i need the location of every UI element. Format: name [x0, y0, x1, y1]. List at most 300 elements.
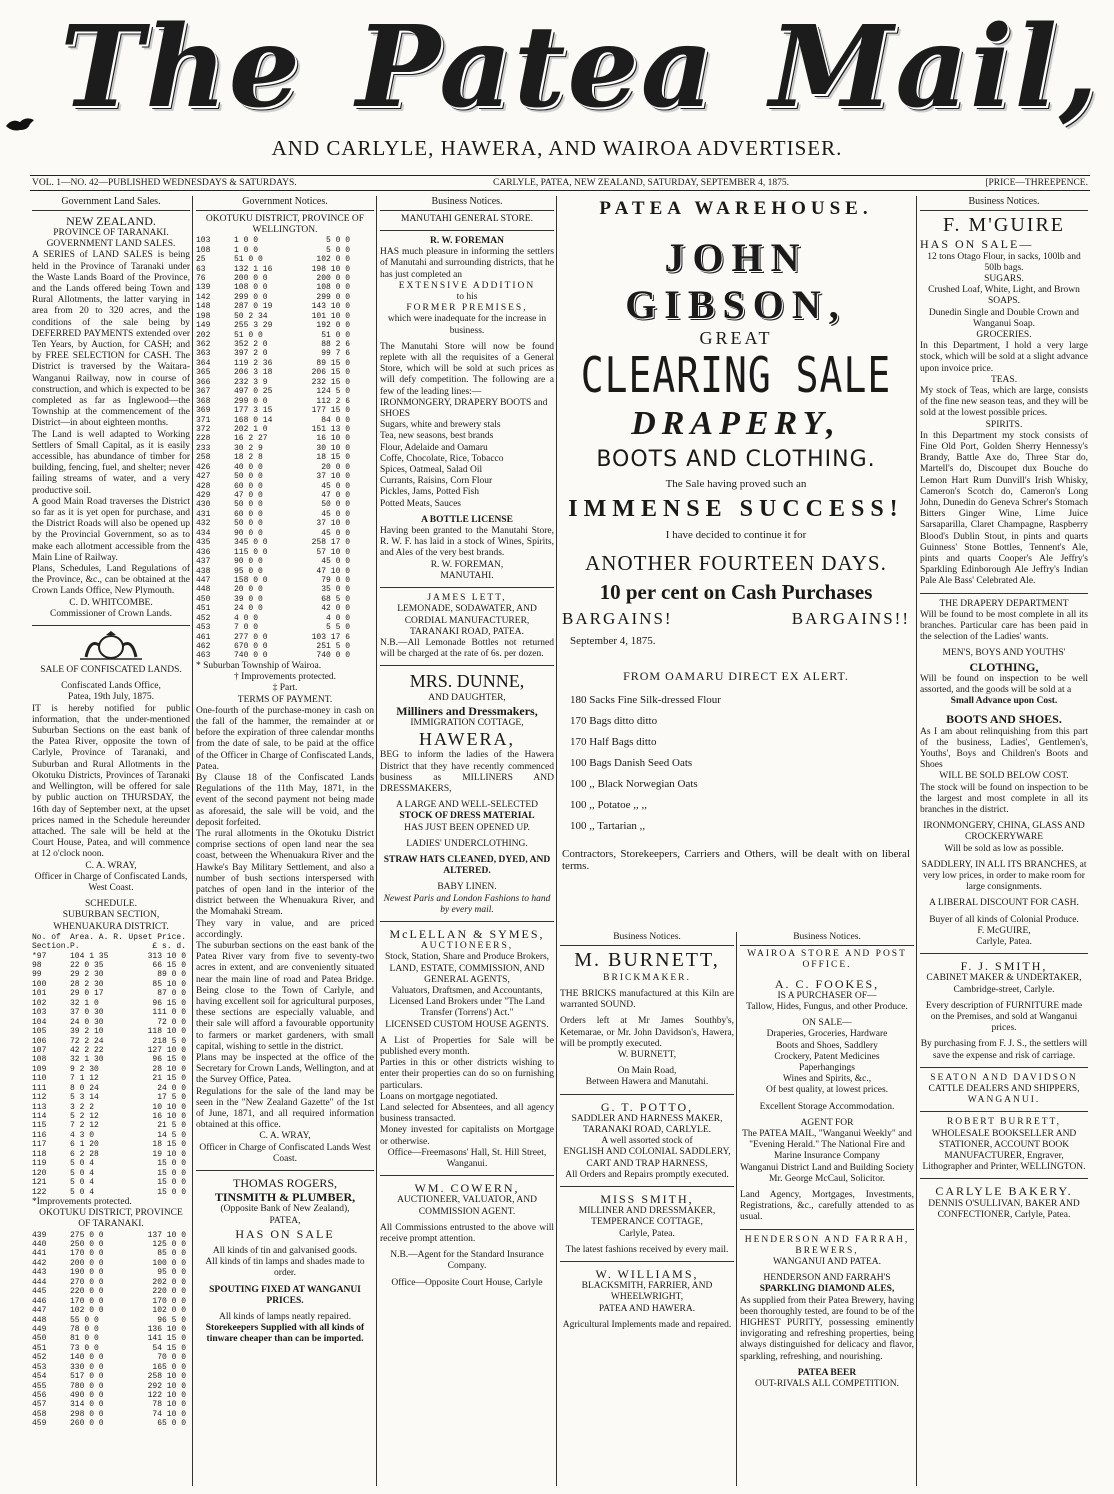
divider [920, 1178, 1088, 1179]
subtitle: AND CARLYLE, HAWERA, AND WAIROA ADVERTISER. [271, 136, 843, 160]
ad-trade: LEMONADE, SODAWATER, AND CORDIAL MANUFACTURER, [397, 604, 537, 626]
paragraph: Will be found to be most complete in all its branches. Particular care has been paid in the selection of the Ladies' wants. [920, 609, 1088, 643]
table-row [196, 633, 374, 642]
ad-trade: MILLINER AND DRESSMAKER, [578, 1206, 716, 1217]
table-cell: 39 0 0 [234, 594, 263, 604]
table-cell: 60 0 0 [234, 481, 263, 491]
heading-land-sales: GOVERNMENT LAND SALES. [46, 239, 176, 250]
ad-line: On Main Road, [617, 1066, 677, 1077]
table-row [32, 1231, 190, 1240]
column-heading: Business Notices. [740, 932, 914, 946]
list-item: Wines and Spirits, &c., [782, 1074, 872, 1085]
table-cell: 367 [196, 387, 211, 397]
table-cell: 78 0 0 [70, 1324, 99, 1334]
ad-line: EXTENSIVE ADDITION [398, 280, 536, 291]
royal-crest-icon [66, 631, 156, 661]
table-cell: 140 0 0 [70, 1353, 104, 1363]
list-item: Currants, Raisins, Corn Flour [380, 476, 493, 487]
table-cell: 111 0 0 [152, 1008, 186, 1018]
table-cell: 439 [32, 1230, 47, 1240]
table-cell: 96 15 0 [152, 998, 186, 1008]
table-cell: 114 [32, 1112, 47, 1122]
table-row [32, 1259, 190, 1268]
ad-name: W. WILLIAMS, [595, 1266, 699, 1281]
column-heading: Business Notices. [560, 932, 734, 946]
title-word-3: Mail, [769, 2, 1100, 133]
table-row [196, 538, 374, 547]
table-row [196, 557, 374, 566]
table-cell: 42 2 22 [70, 1045, 104, 1055]
table-row [32, 1334, 190, 1343]
ad-trade: BLACKSMITH, FARRIER, AND WHEELWRIGHT, [581, 1281, 713, 1303]
table-cell: 198 [196, 311, 211, 321]
table-cell: 352 2 0 [234, 340, 268, 350]
table-cell: 177 3 15 [234, 406, 273, 416]
table-cell: 330 0 0 [70, 1362, 104, 1372]
table-cell: 50 0 0 [234, 519, 263, 529]
table-cell: 5 3 14 [70, 1093, 99, 1103]
table-cell: 6 1 20 [70, 1140, 99, 1150]
paragraph: All Commissions entrusted to the above will receive prompt attention. [380, 1222, 554, 1244]
ad-trade: AUCTIONEERS, [420, 941, 514, 952]
list-item: 100 ,, Black Norwegian Oats [570, 778, 698, 790]
table-cell: 15 0 0 [157, 1159, 186, 1169]
table-row [32, 1169, 190, 1178]
ad-address: (Opposite Bank of New Zealand), [220, 1204, 350, 1215]
table-row [196, 585, 374, 594]
table-row [196, 246, 374, 255]
table-cell: 50 0 0 [234, 500, 263, 510]
table-cell: 206 15 0 [311, 368, 350, 378]
signature: R. W. FOREMAN, [430, 559, 504, 570]
table-cell: 105 [32, 1027, 47, 1037]
ad-subheading: SPIRITS. [985, 419, 1023, 430]
table-cell: 149 [196, 321, 211, 331]
table-cell: 28 2 30 [70, 979, 104, 989]
table-cell: 258 [196, 453, 211, 463]
table-cell: 85 10 0 [152, 979, 186, 989]
paragraph: One-fourth of the purchase-money in cash on the fall of the hammer, the remainder at or before the expiration of three calendar months from the date of sale, to be paid at the office of the Officer in Charge of Confiscated Lands, Patea. [196, 705, 374, 772]
footnote: ‡ Part. [272, 683, 298, 694]
table-cell: 95 0 0 [157, 1268, 186, 1278]
footnote: *Improvements protected. [32, 1196, 132, 1207]
table-cell: 102 0 0 [70, 1306, 104, 1316]
table-cell: 436 [196, 547, 211, 557]
table-cell: 5 0 0 [325, 245, 350, 255]
ad-line: Buyer of all kinds of Colonial Produce. [929, 914, 1079, 925]
table-cell: 25 [196, 255, 206, 265]
table-cell: 65 0 0 [157, 1419, 186, 1429]
paragraph: Money invested for capitalists on Mortgage or otherwise. [380, 1125, 554, 1147]
table-row [32, 999, 190, 1008]
volume-info: VOL. 1—NO. 42—PUBLISHED WEDNESDAYS & SATURDAYS. [32, 178, 297, 188]
divider [920, 593, 1088, 594]
table-cell: 202 1 0 [234, 424, 268, 434]
ad-line: Newest Paris and London Fashions to hand by every mail. [383, 893, 551, 915]
signature-title: Officer in Charge of Confiscated Lands West Coast. [199, 1142, 371, 1164]
ad-line: Wanganui District Land and Building Society [740, 1162, 914, 1173]
table-cell: 108 0 0 [234, 283, 268, 293]
paragraph: A List of Properties for Sale will be published every month. [380, 1035, 554, 1057]
list-item: Paperhangings [799, 1062, 855, 1073]
ad-line: Small Advance upon Cost. [950, 696, 1058, 707]
column-rule [736, 932, 737, 1486]
table-cell: 51 0 0 [321, 330, 350, 340]
table-cell: 88 2 6 [321, 340, 350, 350]
table-cell: 85 0 0 [157, 1249, 186, 1259]
table-cell: 1 0 0 [234, 245, 259, 255]
table-cell: 99 7 6 [321, 349, 350, 359]
ad-line: HAS JUST BEEN OPENED UP. [404, 822, 530, 833]
table-cell: 15 0 0 [157, 1168, 186, 1178]
masthead [0, 0, 1114, 175]
product-list [380, 398, 554, 510]
table-row [32, 1316, 190, 1325]
table-cell: 70 0 0 [157, 1353, 186, 1363]
table-cell: 47 0 0 [234, 491, 263, 501]
bird-icon [4, 112, 38, 134]
table-cell: 76 [196, 273, 206, 283]
table-cell: 455 [32, 1381, 47, 1391]
table-cell: 444 [32, 1277, 47, 1287]
table-cell: 108 0 0 [316, 283, 350, 293]
heading-nz: NEW ZEALAND. [66, 213, 156, 228]
table-cell: 490 0 0 [70, 1391, 104, 1401]
ad-owner-name: JOHN GIBSON, [625, 235, 847, 327]
table-cell: 137 10 0 [147, 1230, 186, 1240]
paragraph: Land Agency, Mortgages, Investments, Registrations, &c., carefully attended to as usual. [740, 1190, 914, 1223]
paragraph: IT is hereby notified for public information, that the under-mentioned Suburban Sections on the east bank of the Patea River, opposite the town of Carlyle, Province of Taranaki, and Suburban and Rural Allotments in the Okotuku Districts, Provinces of Taranaki and Wellington, will be offered for sale by public auction on THURSDAY, the 16th day of September next, at the upset prices named in the Schedule hereunder attached. The sale will be held at the Court House, Patea, and will commence at 12 o'clock noon. [32, 703, 190, 860]
table-cell: 100 [32, 979, 47, 989]
ad-line: IS A PURCHASER OF— [777, 990, 877, 1001]
table-cell: 255 3 29 [234, 321, 273, 331]
table-cell: 170 0 0 [70, 1296, 104, 1306]
table-row [196, 604, 374, 613]
paragraph: As supplied from their Patea Brewery, having been thoroughly tested, are found to be of the HIGHEST PURITY, possessing eminently invigorating and refreshing properties, being always distinguished for delicacy and flavor, sparkling, refreshing, and nourishing. [740, 1295, 914, 1362]
table-cell: 3 2 2 [70, 1102, 95, 1112]
table-row [196, 576, 374, 585]
table-cell: 120 [32, 1168, 47, 1178]
table-cell: 118 [32, 1149, 47, 1159]
table-cell: 108 [32, 1055, 47, 1065]
paragraph: Having been granted to the Manutahi Store, R. W. F. has laid in a stock of Wines, Spirits, and Ales of the very best brands. [380, 526, 554, 559]
ad-subheading: SOAPS. [988, 296, 1020, 307]
table-row [32, 1112, 190, 1121]
title-word-1: The [60, 2, 303, 133]
ad-name: McLELLAN & SYMES, [389, 926, 545, 941]
table-cell: 89 0 0 [157, 970, 186, 980]
column-government-notices [196, 196, 374, 1486]
table-cell: 107 [32, 1045, 47, 1055]
paragraph: Plans may be inspected at the office of the Secretary for Crown Lands, Wellington, and at the Survey Office, Patea. [196, 1053, 374, 1086]
table-cell: 18 15 0 [152, 1140, 186, 1150]
title-word-2: Patea [356, 2, 716, 133]
ad-place: PATEA, [269, 1215, 301, 1226]
table-cell: 170 0 0 [152, 1296, 186, 1306]
table-cell: 81 0 0 [70, 1334, 99, 1344]
table-cell: 165 0 0 [152, 1362, 186, 1372]
table-cell: 780 0 0 [70, 1381, 104, 1391]
table-cell: 345 0 0 [234, 538, 268, 548]
table-cell: 448 [196, 585, 211, 595]
table-row [32, 1074, 190, 1083]
list-item: Draperies, Groceries, Hardware [766, 1029, 888, 1040]
table-row [196, 595, 374, 604]
table-row [196, 519, 374, 528]
ad-great: GREAT [699, 328, 773, 348]
table-cell: 198 10 0 [311, 264, 350, 274]
table-row [32, 1325, 190, 1334]
table-cell: 233 [196, 443, 211, 453]
signature: C. D. WHITCOMBE. [69, 597, 153, 608]
table-cell: 9 2 30 [70, 1064, 99, 1074]
store-heading: WAIROA STORE AND POST OFFICE. [747, 949, 907, 971]
table-cell: 299 0 0 [316, 292, 350, 302]
ad-place: PATEA AND HAWERA. [598, 1303, 696, 1314]
table-cell: 101 10 0 [311, 311, 350, 321]
ad-line: to his [456, 292, 478, 303]
table-cell: 47 10 0 [316, 566, 350, 576]
column-rule [376, 196, 377, 1486]
table-cell: 437 [196, 557, 211, 567]
table-row [32, 1344, 190, 1353]
ad-name: CARLYLE BAKERY. [935, 1184, 1073, 1199]
table-cell: 112 [32, 1093, 47, 1103]
table-cell: 60 0 0 [234, 509, 263, 519]
table-cell: 299 0 0 [234, 396, 268, 406]
ad-line: ENGLISH AND COLONIAL SADDLERY, CART AND TRAP HARNESS, [563, 1147, 731, 1169]
ad-line: The PATEA MAIL, "Wanganui Weekly" and "Evening Herald." The National Fire and Marine Insurance Company [742, 1129, 912, 1162]
divider [196, 1170, 374, 1171]
table-row [32, 1391, 190, 1400]
ad-line: 12 tons Otago Flour, in sacks, 100lb and 50lb bags. [927, 251, 1081, 273]
column-heading: Government Land Sales. [32, 196, 190, 211]
divider [380, 230, 554, 231]
table-row [32, 1159, 190, 1168]
table-cell: 452 [196, 613, 211, 623]
table-cell: 136 10 0 [147, 1324, 186, 1334]
table-cell: 1 0 0 [234, 236, 259, 246]
newspaper-title [60, 2, 1100, 133]
table-cell: 5 2 12 [70, 1112, 99, 1122]
table-row [32, 1121, 190, 1130]
table-cell: 102 0 0 [316, 255, 350, 265]
table-cell: 103 [32, 1008, 47, 1018]
table-row [32, 1249, 190, 1258]
divider [380, 921, 554, 922]
table-cell: 5 0 0 [325, 236, 350, 246]
table-cell: 446 [32, 1296, 47, 1306]
place-date: CARLYLE, PATEA, NEW ZEALAND, SATURDAY, SEPTEMBER 4, 1875. [493, 178, 789, 188]
table-cell: 6 2 28 [70, 1149, 99, 1159]
ad-date: September 4, 1875. [570, 635, 656, 647]
table-cell: 29 0 17 [70, 989, 104, 999]
ad-address: Between Hawera and Manutahi. [585, 1077, 709, 1088]
table-cell: 139 [196, 283, 211, 293]
table-cell: 427 [196, 472, 211, 482]
table-cell: 21 15 0 [152, 1074, 186, 1084]
table-cell: 24 0 30 [70, 1017, 104, 1027]
column-heading: Business Notices. [380, 196, 554, 211]
ad-line: IRONMONGERY, CHINA, GLASS AND CROCKERYWARE [923, 821, 1085, 843]
column-business-notices-3 [740, 932, 914, 1486]
paragraph: THE BRICKS manufactured at this Kiln are warranted SOUND. [560, 989, 734, 1011]
table-cell: 95 0 0 [234, 566, 263, 576]
table-cell: 108 [196, 245, 211, 255]
ad-line: All kinds of tin and galvanised goods. [212, 1245, 358, 1256]
column-rule [556, 196, 557, 1486]
table-row [196, 623, 374, 632]
table-row [32, 1027, 190, 1036]
ad-line: AND DAUGHTER, [428, 692, 506, 703]
divider [560, 1261, 734, 1262]
divider [740, 1229, 914, 1230]
table-cell: 453 [32, 1362, 47, 1372]
divider [380, 1175, 554, 1176]
ad-address: TEMPERANCE COTTAGE, [591, 1217, 703, 1228]
table-cell: 45 0 0 [321, 481, 350, 491]
ad-line: A well assorted stock of [601, 1136, 693, 1147]
table-cell: 15 0 0 [157, 1187, 186, 1197]
schedule-subheading: OKOTUKU DISTRICT, PROVINCE OF TARANAKI. [39, 1208, 183, 1230]
table-cell: 292 10 0 [147, 1381, 186, 1391]
ad-address: Office—Opposite Court House, Carlyle [391, 1277, 543, 1288]
ad-line: All kinds of tin lamps and shades made to order. [205, 1257, 365, 1279]
schedule-table [32, 952, 190, 1197]
bargains-left: BARGAINS! [562, 609, 673, 628]
ad-line: OUT-RIVALS ALL COMPETITION. [755, 1379, 899, 1390]
table-cell: 45 0 0 [321, 509, 350, 519]
ad-bargains [558, 609, 914, 629]
table-row [32, 1008, 190, 1017]
table-cell: 362 [196, 340, 211, 350]
table-cell: 450 [196, 594, 211, 604]
table-cell: 115 [32, 1121, 47, 1131]
table-cell: 497 0 25 [234, 387, 273, 397]
ad-name: A. C. FOOKES, [774, 976, 880, 991]
schedule-header: No. of Section. Area. A. R. P. Upset Price. £ s. d. [32, 932, 186, 952]
table-row [196, 321, 374, 330]
table-cell: 440 [32, 1240, 47, 1250]
office: Confiscated Lands Office, [61, 681, 161, 692]
table-cell: 250 0 0 [70, 1240, 104, 1250]
table-cell: 20 0 0 [234, 585, 263, 595]
table-cell: 5 0 4 [70, 1159, 95, 1169]
table-cell: 258 10 0 [147, 1372, 186, 1382]
table-cell: 397 2 0 [234, 349, 268, 359]
table-cell: 115 0 0 [234, 547, 268, 557]
table-cell: 28 10 0 [152, 1064, 186, 1074]
table-cell: 21 5 0 [157, 1121, 186, 1131]
table-cell: 192 0 0 [316, 321, 350, 331]
table-cell: 200 0 0 [316, 273, 350, 283]
table-cell: 740 0 0 [316, 651, 350, 661]
table-row [196, 651, 374, 660]
paragraph: A SERIES of LAND SALES is being held in the Province of Taranaki under the Waste Lands Board of the Province, and the Lands offered being Town and Rural Allotments, the latter varying in area from 20 to 320 acres, and the conditions of the sale being by DEFERRED PAYMENTS extended over Ten Years, by Auction, for CASH; and by FREE SELECTION for CASH. The District is traversed by the Waitara-Wanganui Railway, now in course of construction, and which is expected to be completed as far as Inglewood—the Township at the commencement of the District—in about eighteen months. [32, 250, 190, 429]
paragraph: N.B.—All Lemonade Bottles not returned will be charged at the rate of 6s. per dozen. [380, 637, 554, 660]
paragraph: BEG to inform the ladies of the Hawera District that they have recently commenced business as MILLINERS AND DRESSMAKERS, [380, 750, 554, 794]
table-cell: 369 [196, 406, 211, 416]
table-cell: 270 0 0 [70, 1277, 104, 1287]
ad-line: which were inadequate for the increase in business. [387, 314, 547, 336]
table-cell: 110 [32, 1074, 47, 1084]
column-rule [192, 196, 193, 1486]
signature: F. McGUIRE, [977, 925, 1031, 936]
list-item: Of best quality, at lowest prices. [765, 1085, 889, 1096]
table-cell: 132 1 16 [234, 264, 273, 274]
ad-line: I have decided to continue it for [665, 529, 807, 541]
table-cell: 16 10 0 [152, 1112, 186, 1122]
table-cell: 45 0 0 [321, 528, 350, 538]
table-cell: 458 [32, 1409, 47, 1419]
list-item: 170 Half Bags ditto [570, 736, 657, 748]
table-cell: 10 10 0 [152, 1102, 186, 1112]
table-row [196, 614, 374, 623]
table-cell: 453 [196, 623, 211, 633]
column-business-notices-4 [920, 196, 1088, 1486]
table-cell: 24 0 0 [157, 1083, 186, 1093]
ad-name: MRS. DUNNE, [409, 671, 525, 692]
table-row [196, 378, 374, 387]
table-cell: 428 [196, 481, 211, 491]
paragraph: HAS much pleasure in informing the settlers of Manutahi and surrounding districts, that he has just completed an [380, 247, 554, 280]
table-cell: 122 10 0 [147, 1391, 186, 1401]
table-row [32, 1278, 190, 1287]
table-cell: 119 [32, 1159, 47, 1169]
table-cell: 122 [32, 1187, 47, 1197]
divider [560, 1094, 734, 1095]
ad-line: LAND, ESTATE, COMMISSION, AND GENERAL AGENTS, [389, 963, 545, 985]
table-cell: 258 17 0 [311, 538, 350, 548]
ad-place: Carlyle, Patea. [619, 1228, 675, 1239]
list-item: Potted Meats, Sauces [380, 498, 462, 509]
ad-trade: AUCTIONEER, VALUATOR, AND COMMISSION AGENT. [397, 1195, 537, 1217]
table-cell: 463 [196, 651, 211, 661]
table-cell: 441 [32, 1249, 47, 1259]
ad-on-sale: HAS ON SALE [235, 1226, 335, 1241]
table-cell: 30 10 0 [316, 443, 350, 453]
table-cell: 127 10 0 [147, 1045, 186, 1055]
table-cell: 442 [32, 1258, 47, 1268]
ad-trade: CABINET MAKER & UNDERTAKER, Cambridge-street, Carlyle. [926, 973, 1082, 995]
table-cell: 426 [196, 462, 211, 472]
table-cell: 90 0 0 [234, 528, 263, 538]
signature: C. A. WRAY, [259, 1131, 311, 1142]
ad-line: By purchasing from F. J. S., the settlers will save the expense and risk of carriage. [920, 1039, 1088, 1061]
ad-address: TARANAKI ROAD, CARLYLE. [582, 1124, 712, 1135]
table-row [196, 406, 374, 415]
table-cell: 277 0 0 [234, 632, 268, 642]
table-cell: 445 [32, 1287, 47, 1297]
ad-name: HENDERSON AND FARRAH, [744, 1234, 910, 1245]
table-cell: 202 0 0 [152, 1277, 186, 1287]
ad-place: WANGANUI AND PATEA. [772, 1257, 882, 1268]
table-cell: 740 0 0 [234, 651, 268, 661]
signature: C. A. WRAY, [85, 860, 137, 871]
table-cell: 450 [32, 1334, 47, 1344]
column-rule [916, 196, 917, 1486]
paragraph: In this Department my stock consists of Fine Old Port, Golden Sherry Hennessy's Brandy, Battle Axe do, Three Star do, Martell's do, Discoupet dux Bouche do Lemon Hart Rum Dunvill's Irish Whisky, Cameron's Scotch do, Cameron's Long John, Dunedin do Geneva Schrer's Stomach Bitters Ginger Wine, Lime Juice Sarsaparilla, Claret Champagne, Raspberry Blood's Dublin Stout, in pints and quarts Guinness' Stone Bottles, Tennent's Ale, pints and quarts Cooper's Ale Jeffry's Sparkling Edinborough Ale Jeffry's Indian Pale Ale Bass' Celebrated Ale. [920, 430, 1088, 587]
table-cell: 451 [32, 1343, 47, 1353]
table-cell: 7 2 12 [70, 1121, 99, 1131]
table-cell: 79 0 0 [321, 575, 350, 585]
paragraph: The Manutahi Store will now be found replete with all the requisites of a General Store, which will be sold at such prices as will defy competition. The following are a few of the leading lines:— [380, 341, 554, 397]
table-cell: 371 [196, 415, 211, 425]
table-cell: *97 [32, 951, 47, 961]
ad-trade: Milliners and Dressmakers, [396, 703, 538, 718]
ad-trade: TINSMITH & PLUMBER, [214, 1190, 356, 1205]
table-cell: 372 [196, 424, 211, 434]
